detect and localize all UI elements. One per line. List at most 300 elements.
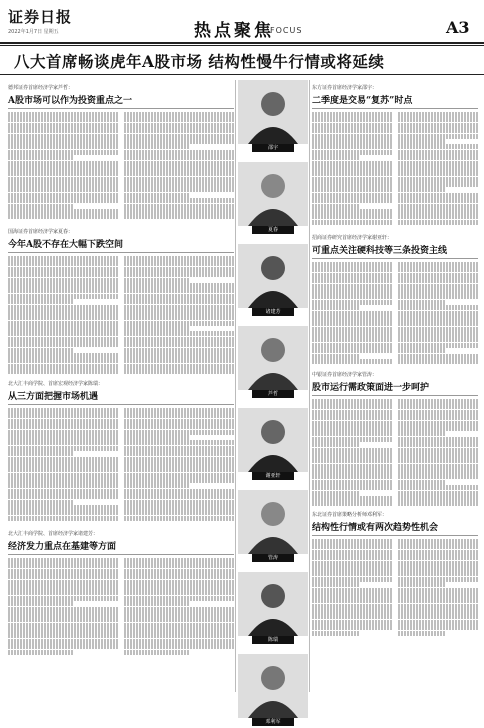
text-line [312, 555, 393, 560]
text-line [312, 582, 360, 587]
text-line [8, 139, 118, 144]
text-line [312, 550, 393, 555]
text-line [8, 198, 118, 203]
text-line [312, 187, 393, 192]
text-line [8, 267, 118, 272]
text-line [8, 489, 118, 494]
text-line [8, 182, 118, 187]
text-line [124, 473, 234, 478]
text-line [398, 193, 479, 198]
portrait [238, 654, 308, 728]
text-line [312, 631, 360, 636]
article [8, 228, 234, 376]
portrait-photo [238, 572, 308, 636]
text-line [8, 585, 118, 590]
text-line [124, 516, 234, 521]
text-line [398, 321, 479, 326]
text-line [8, 494, 118, 499]
text-line [398, 614, 479, 619]
text-line [398, 155, 479, 160]
text-line [312, 289, 393, 294]
text-line [124, 451, 234, 456]
text-line [8, 193, 118, 198]
text-line [124, 267, 234, 272]
text-line [8, 617, 118, 622]
issue-date: 2022年1月7日 星期五 [8, 29, 59, 35]
text-line [8, 451, 74, 456]
text-line [312, 139, 393, 144]
text-line [398, 337, 479, 342]
text-line [124, 198, 234, 203]
text-line [8, 123, 118, 128]
text-line [312, 337, 393, 342]
text-line [398, 577, 479, 582]
text-line [8, 644, 118, 649]
text-line [124, 462, 234, 467]
article-body [312, 399, 478, 507]
text-line [8, 505, 118, 510]
text-line [398, 625, 479, 630]
portrait-photo [238, 80, 308, 144]
portrait [238, 326, 308, 400]
text-line [8, 601, 74, 606]
text-line [398, 354, 479, 359]
text-line [8, 283, 118, 288]
text-line [312, 544, 393, 549]
text-line [8, 321, 118, 326]
text-line [124, 558, 234, 563]
text-line [8, 187, 118, 192]
text-line [312, 474, 393, 479]
text-line [398, 134, 479, 139]
article-kicker: 招商证券研究首席经济学家谢亚轩： [312, 235, 393, 241]
text-line [8, 435, 118, 440]
text-line [398, 209, 479, 214]
text-line [312, 220, 393, 225]
text-line [398, 305, 479, 310]
text-line [124, 171, 234, 176]
text-line [8, 473, 118, 478]
text-line [124, 294, 234, 299]
text-line [398, 469, 479, 474]
article-body [8, 112, 234, 224]
text-line [8, 128, 118, 133]
text-line [8, 462, 118, 467]
text-line [8, 419, 118, 424]
text-line [8, 612, 118, 617]
text-line [124, 209, 234, 214]
portrait [238, 244, 308, 318]
portrait-photo [238, 490, 308, 554]
text-line [124, 505, 234, 510]
article [312, 371, 478, 507]
article-title: 股市运行需政策面进一步呵护 [312, 380, 478, 396]
text-line [8, 483, 118, 488]
text-line [8, 144, 118, 149]
text-line [398, 485, 479, 490]
section-subtitle: FOCUS [270, 26, 303, 35]
text-line [8, 457, 118, 462]
text-line [124, 639, 234, 644]
text-line [312, 128, 393, 133]
text-line [8, 305, 118, 310]
text-line [124, 500, 234, 505]
left-column [8, 80, 234, 694]
text-line [312, 539, 393, 544]
text-line [312, 332, 393, 337]
portrait-caption: 邓利军 [252, 718, 294, 726]
text-line [398, 555, 479, 560]
text-line [124, 310, 234, 315]
text-line [124, 628, 234, 633]
text-line [312, 182, 393, 187]
text-line [312, 437, 393, 442]
text-line [312, 161, 393, 166]
text-line [124, 430, 234, 435]
text-line [8, 204, 74, 209]
masthead-logo: 证券日报 [8, 8, 73, 26]
text-line [8, 278, 118, 283]
text-line [312, 469, 393, 474]
text-line [398, 399, 479, 404]
text-line [8, 166, 118, 171]
text-line [398, 289, 479, 294]
article-title: 可重点关注硬科技等三条投资主线 [312, 243, 478, 259]
text-line [312, 501, 393, 506]
text-line [398, 464, 479, 469]
article-title: A股市场可以作为投资重点之一 [8, 93, 234, 109]
text-line [124, 112, 234, 117]
text-line [8, 171, 118, 176]
right-column [312, 80, 478, 694]
article-kicker: 东北证券首席策略分析师邓利军： [312, 512, 388, 518]
text-line [312, 294, 393, 299]
portrait-photo [238, 654, 308, 718]
text-line [8, 408, 118, 413]
text-line [8, 430, 118, 435]
text-line [398, 144, 479, 149]
text-line [8, 315, 118, 320]
text-line [312, 404, 393, 409]
article-body [312, 112, 478, 230]
text-line [124, 601, 190, 606]
text-line [8, 331, 118, 336]
text-line [398, 496, 479, 501]
text-line [312, 410, 393, 415]
text-line [312, 214, 393, 219]
text-line [398, 161, 479, 166]
text-line [124, 348, 234, 353]
text-line [312, 609, 393, 614]
article-kicker: 东方证券首席经济学家邵宇： [312, 85, 378, 91]
text-line [124, 457, 234, 462]
text-line [124, 617, 234, 622]
text-line [398, 348, 446, 353]
text-line [398, 598, 479, 603]
article [312, 511, 478, 637]
text-line [124, 299, 234, 304]
text-line [398, 550, 479, 555]
text-line [398, 182, 479, 187]
text-line [8, 478, 118, 483]
text-line [124, 144, 190, 149]
text-line [312, 359, 393, 364]
text-line [124, 510, 234, 515]
text-line [8, 209, 118, 214]
text-line [398, 480, 446, 485]
text-line [124, 128, 234, 133]
text-line [124, 134, 234, 139]
text-line [398, 448, 479, 453]
portrait [238, 80, 308, 154]
text-line [124, 123, 234, 128]
text-line [124, 623, 234, 628]
text-line [312, 327, 393, 332]
portrait-photo [238, 244, 308, 308]
text-line [8, 446, 118, 451]
article [8, 530, 234, 658]
text-line [124, 413, 234, 418]
text-line [124, 644, 234, 649]
text-line [8, 467, 118, 472]
article-body [312, 539, 478, 637]
text-line [398, 453, 479, 458]
text-line [312, 448, 393, 453]
text-line [312, 204, 360, 209]
portrait [238, 162, 308, 236]
text-line [398, 561, 479, 566]
text-line [8, 294, 118, 299]
text-line [312, 566, 393, 571]
text-line [124, 321, 234, 326]
text-line [124, 607, 234, 612]
portrait-column [238, 80, 308, 725]
text-line [398, 150, 479, 155]
text-line [8, 348, 74, 353]
text-line [124, 580, 234, 585]
text-line [124, 214, 234, 219]
text-line [398, 421, 479, 426]
text-line [312, 480, 393, 485]
text-line [124, 585, 234, 590]
text-line [398, 177, 479, 182]
text-line [312, 150, 393, 155]
article-body [8, 408, 234, 526]
text-line [124, 569, 234, 574]
article-body [8, 256, 234, 376]
text-line [398, 166, 479, 171]
text-line [398, 327, 479, 332]
text-line [124, 440, 234, 445]
text-line [398, 410, 479, 415]
text-line [8, 569, 118, 574]
article [8, 84, 234, 224]
text-line [8, 161, 118, 166]
text-line [8, 256, 118, 261]
text-line [312, 155, 360, 160]
text-line [8, 590, 118, 595]
text-line [8, 177, 118, 182]
text-line [124, 612, 234, 617]
text-line [8, 358, 118, 363]
portrait [238, 408, 308, 482]
portrait-photo [238, 162, 308, 226]
text-line [124, 150, 234, 155]
text-line [124, 358, 234, 363]
text-line [398, 620, 479, 625]
text-line [124, 364, 234, 369]
text-line [124, 574, 234, 579]
text-line [124, 483, 190, 488]
text-line [398, 437, 479, 442]
text-line [398, 404, 479, 409]
text-line [398, 128, 479, 133]
text-line [398, 544, 479, 549]
portrait-caption: 诸建芳 [252, 308, 294, 316]
text-line [8, 510, 118, 515]
text-line [398, 123, 479, 128]
text-line [312, 614, 393, 619]
text-line [312, 561, 393, 566]
text-line [8, 563, 118, 568]
text-line [8, 623, 118, 628]
text-line [398, 316, 479, 321]
text-line [312, 284, 393, 289]
text-line [398, 582, 446, 587]
text-line [312, 598, 393, 603]
text-line [124, 650, 190, 655]
text-line [124, 177, 234, 182]
portrait-caption: 夏春 [252, 226, 294, 234]
text-line [312, 117, 393, 122]
article-body [312, 262, 478, 367]
text-line [124, 187, 234, 192]
text-line [124, 278, 190, 283]
text-line [312, 577, 393, 582]
text-line [8, 628, 118, 633]
text-line [8, 580, 118, 585]
text-line [398, 220, 479, 225]
text-line [124, 288, 234, 293]
text-line [398, 431, 446, 436]
text-line [124, 331, 234, 336]
text-line [312, 442, 360, 447]
text-line [124, 424, 234, 429]
text-line [124, 182, 234, 187]
text-line [8, 500, 74, 505]
text-line [8, 214, 118, 219]
text-line [398, 588, 479, 593]
article [312, 234, 478, 367]
text-line [312, 571, 393, 576]
page-number: A3 [446, 18, 470, 37]
text-line [312, 316, 393, 321]
text-line [8, 633, 118, 638]
text-line [398, 609, 479, 614]
text-line [312, 593, 393, 598]
text-line [124, 305, 234, 310]
text-line [124, 315, 234, 320]
article [8, 380, 234, 526]
header-rule [0, 42, 484, 44]
text-line [398, 284, 479, 289]
portrait-photo [238, 326, 308, 390]
text-line [8, 310, 118, 315]
text-line [312, 485, 393, 490]
text-line [124, 204, 234, 209]
text-line [8, 150, 118, 155]
text-line [312, 134, 393, 139]
text-line [8, 337, 118, 342]
text-line [398, 474, 479, 479]
text-line [398, 604, 479, 609]
text-line [312, 267, 393, 272]
column-divider [309, 80, 310, 692]
text-line [124, 353, 234, 358]
article-kicker: 中银证券首席经济学家管涛： [312, 372, 378, 378]
text-line [312, 620, 393, 625]
text-line [312, 273, 393, 278]
text-line [124, 478, 234, 483]
text-line [8, 299, 74, 304]
text-line [312, 426, 393, 431]
text-line [398, 442, 479, 447]
header-rule-thin [0, 45, 484, 46]
text-line [8, 639, 118, 644]
text-line [124, 261, 234, 266]
text-line [398, 171, 479, 176]
text-line [8, 607, 118, 612]
text-line [8, 413, 118, 418]
text-line [312, 458, 393, 463]
page-header [0, 0, 484, 46]
text-line [398, 566, 479, 571]
article-title: 从三方面把握市场机遇 [8, 389, 234, 405]
text-line [8, 117, 118, 122]
portrait-caption: 邵宇 [252, 144, 294, 152]
text-line [312, 431, 393, 436]
portrait-photo [238, 408, 308, 472]
text-line [398, 214, 479, 219]
text-line [398, 343, 479, 348]
text-line [398, 267, 479, 272]
text-line [124, 369, 234, 374]
text-line [398, 117, 479, 122]
article-body [8, 558, 234, 658]
text-line [8, 650, 74, 655]
text-line [398, 294, 479, 299]
text-line [312, 177, 393, 182]
text-line [398, 300, 446, 305]
text-line [312, 209, 393, 214]
text-line [312, 321, 393, 326]
text-line [398, 539, 479, 544]
text-line [398, 262, 479, 267]
text-line [312, 305, 360, 310]
text-line [124, 256, 234, 261]
text-line [312, 123, 393, 128]
text-line [312, 262, 393, 267]
text-line [398, 458, 479, 463]
text-line [124, 161, 234, 166]
main-headline: 八大首席畅谈虎年A股市场 结构性慢牛行情或将延续 [14, 52, 385, 71]
article-kicker: 国海证券首席经济学家夏春： [8, 229, 74, 235]
text-line [8, 424, 118, 429]
text-line [124, 139, 234, 144]
text-line [8, 288, 118, 293]
text-line [8, 112, 118, 117]
text-line [398, 415, 479, 420]
